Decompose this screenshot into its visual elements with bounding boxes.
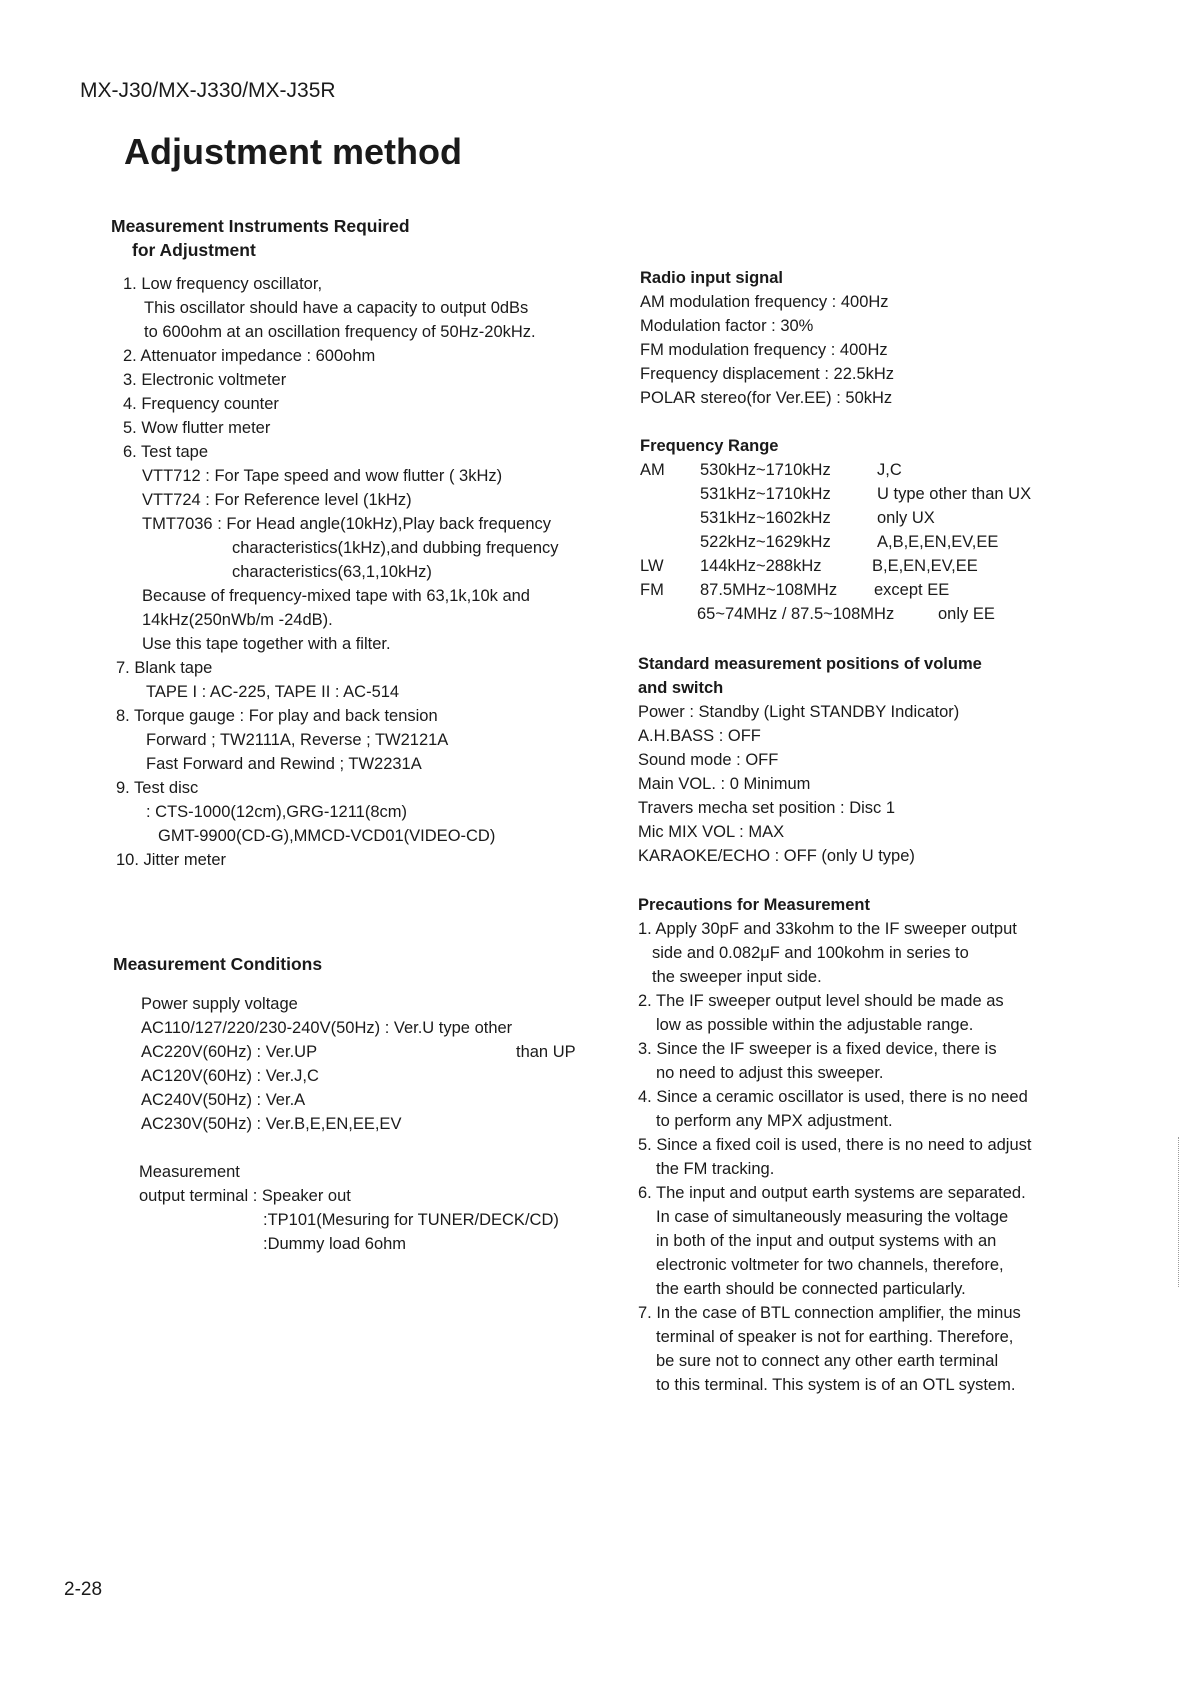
list-item: 8. Torque gauge : For play and back tension [116, 707, 438, 725]
list-item: 3. Electronic voltmeter [123, 371, 287, 389]
condition-line: AC220V(60Hz) : Ver.UP [141, 1043, 318, 1061]
range-value: 522kHz~1629kHz [700, 533, 831, 551]
condition-line: :Dummy load 6ohm [263, 1235, 407, 1253]
list-item: 1. Low frequency oscillator, [123, 275, 323, 293]
range-value: 87.5MHz~108MHz [700, 581, 838, 599]
radio-input-line: Frequency displacement : 22.5kHz [640, 365, 895, 383]
list-item: Because of frequency-mixed tape with 63,1k,10k and [142, 587, 530, 605]
standard-positions-heading-line2: and switch [638, 679, 724, 697]
list-item: Use this tape together with a filter. [142, 635, 391, 653]
precaution-line: terminal of speaker is not for earthing. Therefore, [656, 1328, 1014, 1346]
position-line: KARAOKE/ECHO : OFF (only U type) [638, 847, 915, 865]
list-item: characteristics(63,1,10kHz) [232, 563, 432, 581]
standard-positions-heading: Standard measurement positions of volume [638, 655, 982, 673]
list-item: 10. Jitter meter [116, 851, 227, 869]
list-item: 6. Test tape [123, 443, 209, 461]
precaution-line: 1. Apply 30pF and 33kohm to the IF sweeper output [638, 920, 1017, 938]
list-item: This oscillator should have a capacity to output 0dBs [144, 299, 529, 317]
precaution-line: the sweeper input side. [652, 968, 822, 986]
precaution-line: the FM tracking. [656, 1160, 775, 1178]
radio-input-line: POLAR stereo(for Ver.EE) : 50kHz [640, 389, 893, 407]
radio-input-heading: Radio input signal [640, 269, 783, 287]
precaution-line: In case of simultaneously measuring the voltage [656, 1208, 1009, 1226]
condition-line: Measurement [139, 1163, 240, 1181]
list-item: 9. Test disc [116, 779, 199, 797]
precaution-line: to perform any MPX adjustment. [656, 1112, 893, 1130]
condition-line: AC110/127/220/230-240V(50Hz) : Ver.U type other [141, 1019, 513, 1037]
condition-line: than UP [516, 1043, 576, 1061]
version-value: J,C [877, 461, 902, 479]
range-value: 65~74MHz / 87.5~108MHz [697, 605, 895, 623]
radio-input-line: Modulation factor : 30% [640, 317, 814, 335]
scan-edge-mark [1178, 1137, 1179, 1287]
position-line: Mic MIX VOL : MAX [638, 823, 785, 841]
precaution-line: no need to adjust this sweeper. [656, 1064, 884, 1082]
list-item: TAPE I : AC-225, TAPE II : AC-514 [146, 683, 400, 701]
precaution-line: to this terminal. This system is of an OTL system. [656, 1376, 1016, 1394]
list-item: 14kHz(250nWb/m -24dB). [142, 611, 333, 629]
range-value: 144kHz~288kHz [700, 557, 822, 575]
version-value: only EE [938, 605, 995, 623]
list-item: VTT712 : For Tape speed and wow flutter ( 3kHz) [142, 467, 503, 485]
frequency-range-heading: Frequency Range [640, 437, 779, 455]
list-item: to 600ohm at an oscillation frequency of 50Hz-20kHz. [144, 323, 536, 341]
position-line: Main VOL. : 0 Minimum [638, 775, 811, 793]
precaution-line: 5. Since a fixed coil is used, there is no need to adjust [638, 1136, 1032, 1154]
position-line: A.H.BASS : OFF [638, 727, 761, 745]
band-label: AM [640, 461, 665, 479]
precaution-line: the earth should be connected particularly. [656, 1280, 966, 1298]
model-header: MX-J30/MX-J330/MX-J35R [80, 79, 336, 102]
version-value: U type other than UX [877, 485, 1032, 503]
precaution-line: in both of the input and output systems with an [656, 1232, 997, 1250]
list-item: 7. Blank tape [116, 659, 213, 677]
version-value: except EE [874, 581, 950, 599]
list-item: Fast Forward and Rewind ; TW2231A [146, 755, 422, 773]
page-title: Adjustment method [124, 131, 462, 172]
radio-input-line: FM modulation frequency : 400Hz [640, 341, 888, 359]
condition-line: AC230V(50Hz) : Ver.B,E,EN,EE,EV [141, 1115, 402, 1133]
list-item: GMT-9900(CD-G),MMCD-VCD01(VIDEO-CD) [158, 827, 496, 845]
position-line: Power : Standby (Light STANDBY Indicator) [638, 703, 960, 721]
instruments-heading: Measurement Instruments Required [111, 216, 410, 236]
radio-input-line: AM modulation frequency : 400Hz [640, 293, 889, 311]
page-number: 2-28 [64, 1579, 103, 1600]
precaution-line: 4. Since a ceramic oscillator is used, there is no need [638, 1088, 1028, 1106]
band-label: FM [640, 581, 664, 599]
range-value: 531kHz~1602kHz [700, 509, 831, 527]
precaution-line: low as possible within the adjustable range. [656, 1016, 974, 1034]
precaution-line: 3. Since the IF sweeper is a fixed device, there is [638, 1040, 997, 1058]
condition-line: AC240V(50Hz) : Ver.A [141, 1091, 306, 1109]
range-value: 531kHz~1710kHz [700, 485, 831, 503]
condition-line: :TP101(Mesuring for TUNER/DECK/CD) [263, 1211, 559, 1229]
list-item: characteristics(1kHz),and dubbing frequency [232, 539, 559, 557]
precautions-heading: Precautions for Measurement [638, 896, 870, 914]
band-label: LW [640, 557, 664, 575]
condition-line: AC120V(60Hz) : Ver.J,C [141, 1067, 319, 1085]
position-line: Sound mode : OFF [638, 751, 779, 769]
range-value: 530kHz~1710kHz [700, 461, 831, 479]
precaution-line: 6. The input and output earth systems are separated. [638, 1184, 1026, 1202]
list-item: : CTS-1000(12cm),GRG-1211(8cm) [146, 803, 408, 821]
version-value: only UX [877, 509, 935, 527]
list-item: Forward ; TW2111A, Reverse ; TW2121A [146, 731, 449, 749]
condition-line: Power supply voltage [141, 995, 298, 1013]
list-item: 5. Wow flutter meter [123, 419, 271, 437]
precaution-line: 7. In the case of BTL connection amplifier, the minus [638, 1304, 1021, 1322]
instruments-heading-line2: for Adjustment [132, 240, 256, 260]
precaution-line: be sure not to connect any other earth terminal [656, 1352, 999, 1370]
version-value: A,B,E,EN,EV,EE [877, 533, 999, 551]
list-item: VTT724 : For Reference level (1kHz) [142, 491, 412, 509]
list-item: 4. Frequency counter [123, 395, 279, 413]
list-item: 2. Attenuator impedance : 600ohm [123, 347, 376, 365]
precaution-line: 2. The IF sweeper output level should be made as [638, 992, 1004, 1010]
precaution-line: electronic voltmeter for two channels, therefore, [656, 1256, 1004, 1274]
condition-line: output terminal : Speaker out [139, 1187, 351, 1205]
list-item: TMT7036 : For Head angle(10kHz),Play back frequency [142, 515, 552, 533]
conditions-heading: Measurement Conditions [113, 954, 323, 974]
position-line: Travers mecha set position : Disc 1 [638, 799, 896, 817]
version-value: B,E,EN,EV,EE [872, 557, 978, 575]
precaution-line: side and 0.082μF and 100kohm in series to [652, 944, 969, 962]
